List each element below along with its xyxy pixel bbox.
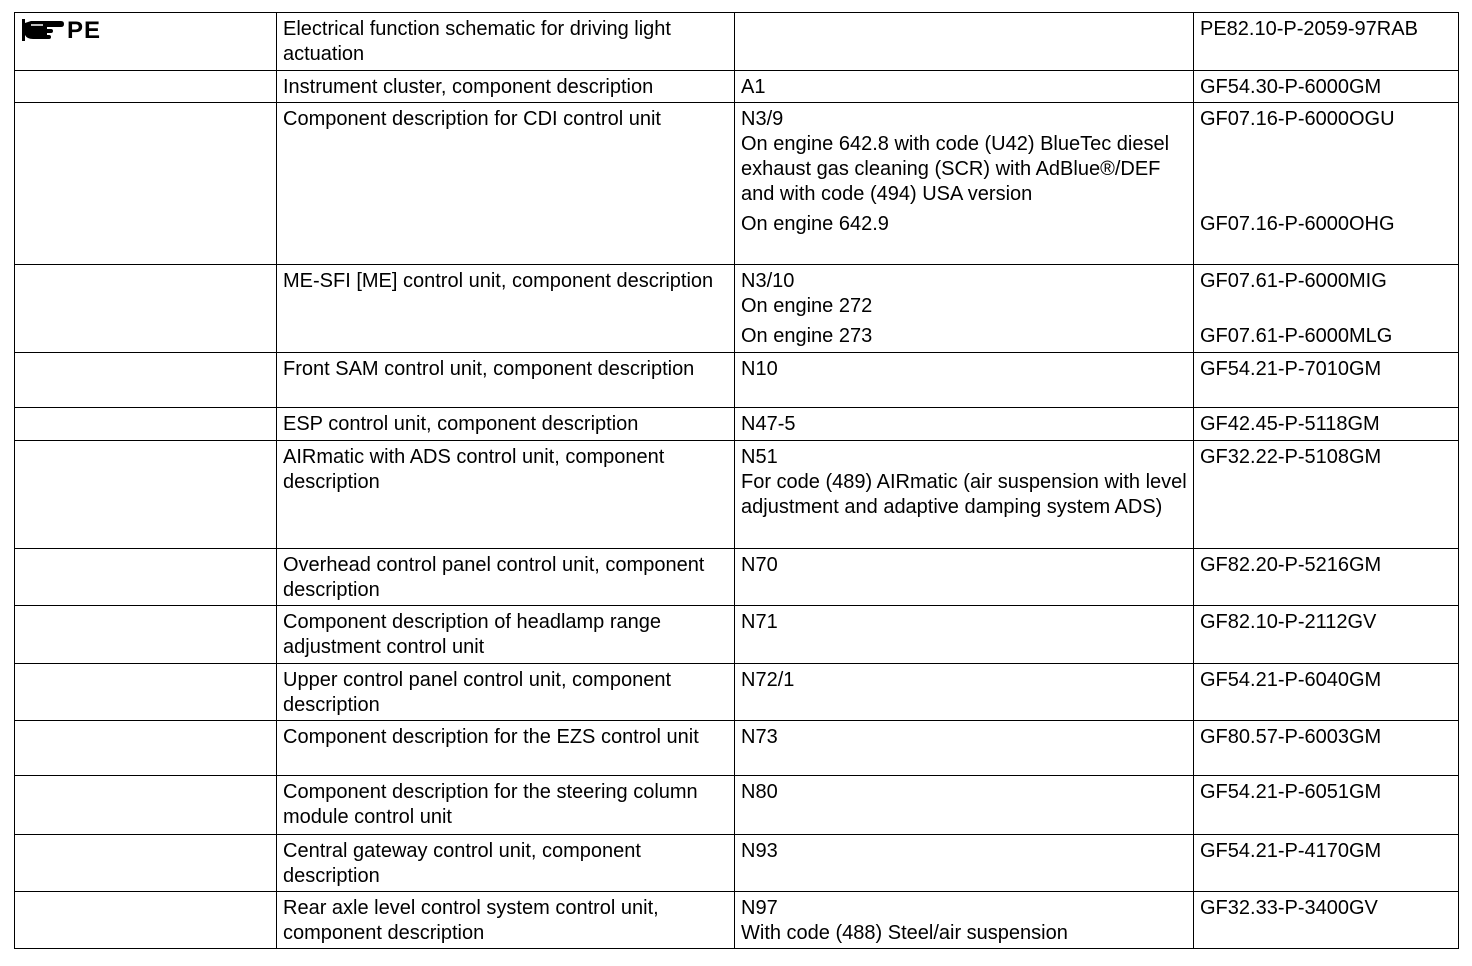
section-cell bbox=[15, 353, 277, 408]
table-row bbox=[15, 103, 1459, 265]
component-description: Component description for the steering column module control unit bbox=[283, 781, 698, 828]
document-reference-link[interactable]: GF07.61-P-6000MLG bbox=[1200, 325, 1393, 347]
document-reference-link[interactable]: GF54.21-P-7010GM bbox=[1200, 358, 1382, 380]
section-cell bbox=[15, 441, 277, 549]
component-code: N73 bbox=[741, 726, 778, 748]
reference-cell bbox=[1194, 776, 1459, 835]
description-cell bbox=[277, 721, 735, 776]
document-reference-link[interactable]: GF82.10-P-2112GV bbox=[1200, 611, 1377, 633]
table-row bbox=[15, 353, 1459, 408]
component-code: N80 bbox=[741, 781, 778, 803]
component-code: N70 bbox=[741, 554, 778, 576]
description-cell bbox=[277, 265, 735, 353]
designation-cell bbox=[735, 71, 1194, 103]
component-description: Component description of headlamp range adjustment control unit bbox=[283, 611, 662, 658]
reference-cell bbox=[1194, 353, 1459, 408]
designation-note: On engine 273 bbox=[741, 325, 873, 347]
section-cell bbox=[15, 549, 277, 606]
table-row bbox=[15, 13, 1459, 71]
reference-cell bbox=[1194, 892, 1459, 949]
designation-note: On engine 642.8 with code (U42) BlueTec diesel exhaust gas cleaning (SCR) with AdBlue®/DEF and with code (494) USA version bbox=[741, 133, 1170, 205]
component-description: Component description for the EZS control unit bbox=[283, 726, 699, 748]
description-cell bbox=[277, 664, 735, 721]
section-cell bbox=[15, 13, 277, 71]
table-row bbox=[15, 71, 1459, 103]
section-cell bbox=[15, 103, 277, 265]
table-row bbox=[15, 549, 1459, 606]
section-cell bbox=[15, 776, 277, 835]
document-reference-link[interactable]: GF07.16-P-6000OHG bbox=[1200, 213, 1395, 235]
component-description: Central gateway control unit, component description bbox=[283, 840, 641, 887]
designation-note: With code (488) Steel/air suspension bbox=[741, 922, 1068, 944]
designation-note: For code (489) AIRmatic (air suspension with level adjustment and adaptive damping system ADS) bbox=[741, 471, 1187, 518]
description-cell bbox=[277, 776, 735, 835]
table-row bbox=[15, 408, 1459, 441]
component-code: N3/10 bbox=[741, 270, 795, 292]
pointing-hand-icon bbox=[21, 17, 65, 43]
reference-cell bbox=[1194, 265, 1459, 353]
document-reference-link[interactable]: PE82.10-P-2059-97RAB bbox=[1200, 18, 1418, 40]
description-cell bbox=[277, 549, 735, 606]
component-code: N71 bbox=[741, 611, 778, 633]
component-code: N10 bbox=[741, 358, 778, 380]
component-description: Upper control panel control unit, component description bbox=[283, 669, 672, 716]
document-reference-link[interactable]: GF32.33-P-3400GV bbox=[1200, 897, 1378, 919]
description-cell bbox=[277, 71, 735, 103]
component-description: Electrical function schematic for driving light actuation bbox=[283, 18, 671, 65]
table-row bbox=[15, 892, 1459, 949]
description-cell bbox=[277, 353, 735, 408]
document-reference-link[interactable]: GF07.16-P-6000OGU bbox=[1200, 108, 1395, 130]
section-cell bbox=[15, 408, 277, 441]
designation-cell bbox=[735, 721, 1194, 776]
designation-cell bbox=[735, 441, 1194, 549]
section-cell bbox=[15, 835, 277, 892]
component-description: Front SAM control unit, component description bbox=[283, 358, 695, 380]
designation-cell bbox=[735, 835, 1194, 892]
designation-cell bbox=[735, 892, 1194, 949]
component-code: N51 bbox=[741, 446, 778, 468]
reference-cell bbox=[1194, 664, 1459, 721]
section-cell bbox=[15, 606, 277, 664]
description-cell bbox=[277, 835, 735, 892]
component-description: AIRmatic with ADS control unit, component description bbox=[283, 446, 665, 493]
designation-cell bbox=[735, 103, 1194, 265]
designation-cell bbox=[735, 353, 1194, 408]
designation-note: On engine 272 bbox=[741, 295, 873, 317]
table-row bbox=[15, 835, 1459, 892]
document-reference-link[interactable]: GF54.21-P-6040GM bbox=[1200, 669, 1382, 691]
component-description: Overhead control panel control unit, component description bbox=[283, 554, 705, 601]
reference-table-body bbox=[15, 13, 1459, 949]
document-reference-link[interactable]: GF54.21-P-4170GM bbox=[1200, 840, 1382, 862]
component-code: N97 bbox=[741, 897, 778, 919]
designation-cell bbox=[735, 664, 1194, 721]
table-row bbox=[15, 776, 1459, 835]
table-row bbox=[15, 664, 1459, 721]
table-row bbox=[15, 721, 1459, 776]
component-description: Rear axle level control system control unit, component description bbox=[283, 897, 659, 944]
description-cell bbox=[277, 408, 735, 441]
section-cell bbox=[15, 664, 277, 721]
component-code: A1 bbox=[741, 76, 766, 98]
table-row bbox=[15, 606, 1459, 664]
section-cell bbox=[15, 892, 277, 949]
component-description: ME-SFI [ME] control unit, component description bbox=[283, 270, 714, 292]
document-reference-link[interactable]: GF07.61-P-6000MIG bbox=[1200, 270, 1387, 292]
reference-cell bbox=[1194, 441, 1459, 549]
reference-table bbox=[14, 12, 1459, 949]
component-code: N3/9 bbox=[741, 108, 784, 130]
pe-label bbox=[21, 17, 270, 43]
section-cell bbox=[15, 721, 277, 776]
section-label: PE bbox=[67, 16, 102, 44]
designation-cell bbox=[735, 408, 1194, 441]
document-reference-link[interactable]: GF32.22-P-5108GM bbox=[1200, 446, 1382, 468]
component-description: Component description for CDI control unit bbox=[283, 108, 661, 130]
reference-cell bbox=[1194, 71, 1459, 103]
document-reference-link[interactable]: GF54.21-P-6051GM bbox=[1200, 781, 1382, 803]
table-row bbox=[15, 265, 1459, 353]
document-reference-link[interactable]: GF54.30-P-6000GM bbox=[1200, 76, 1382, 98]
designation-cell bbox=[735, 606, 1194, 664]
reference-cell bbox=[1194, 408, 1459, 441]
description-cell bbox=[277, 892, 735, 949]
reference-cell bbox=[1194, 835, 1459, 892]
reference-cell bbox=[1194, 13, 1459, 71]
component-code: N72/1 bbox=[741, 669, 795, 691]
document-reference-link[interactable]: GF42.45-P-5118GM bbox=[1200, 413, 1380, 435]
designation-cell bbox=[735, 265, 1194, 353]
designation-cell bbox=[735, 549, 1194, 606]
component-code: N93 bbox=[741, 840, 778, 862]
designation-note: On engine 642.9 bbox=[741, 213, 889, 235]
component-description: ESP control unit, component description bbox=[283, 413, 639, 435]
section-cell bbox=[15, 265, 277, 353]
reference-cell bbox=[1194, 103, 1459, 265]
description-cell bbox=[277, 103, 735, 265]
description-cell bbox=[277, 441, 735, 549]
reference-cell bbox=[1194, 549, 1459, 606]
table-row bbox=[15, 441, 1459, 549]
document-reference-link[interactable]: GF82.20-P-5216GM bbox=[1200, 554, 1382, 576]
description-cell bbox=[277, 606, 735, 664]
description-cell bbox=[277, 13, 735, 71]
designation-cell bbox=[735, 13, 1194, 71]
designation-cell bbox=[735, 776, 1194, 835]
reference-cell bbox=[1194, 606, 1459, 664]
section-cell bbox=[15, 71, 277, 103]
component-code: N47-5 bbox=[741, 413, 796, 435]
reference-cell bbox=[1194, 721, 1459, 776]
component-description: Instrument cluster, component description bbox=[283, 76, 654, 98]
document-reference-link[interactable]: GF80.57-P-6003GM bbox=[1200, 726, 1382, 748]
